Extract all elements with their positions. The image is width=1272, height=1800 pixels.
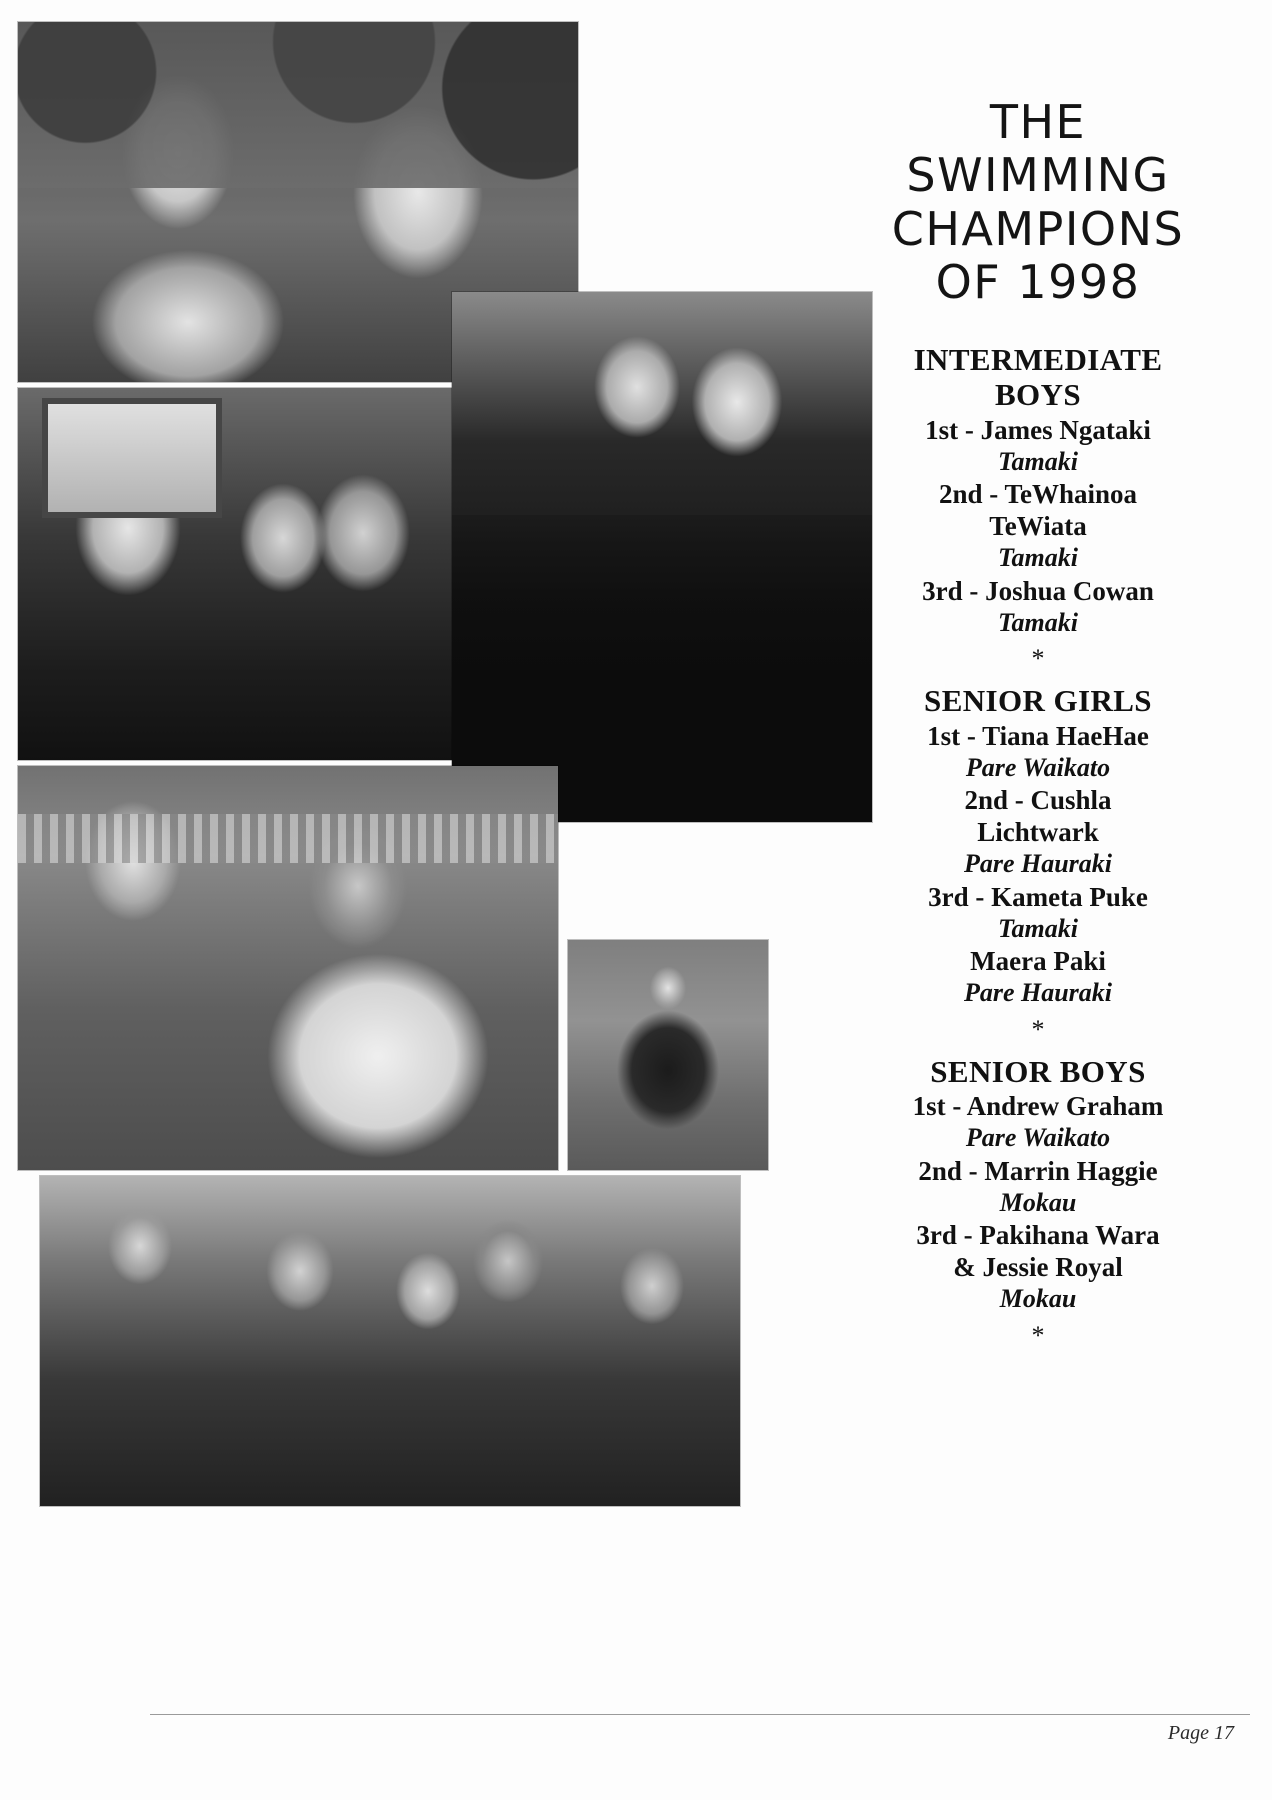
- result-place-cont: TeWiata: [989, 511, 1087, 542]
- result-house: Mokau: [999, 1187, 1077, 1217]
- result-place-cont: Lichtwark: [977, 817, 1099, 848]
- category-title-line-1: SENIOR BOYS: [930, 1053, 1146, 1089]
- photo-group-of-five-students-seated: [40, 1176, 740, 1506]
- photo-male-runner-on-track: [568, 940, 768, 1170]
- result-house: Tamaki: [998, 913, 1078, 943]
- result-house: Tamaki: [998, 543, 1078, 573]
- category-title: [838, 343, 1238, 412]
- category-senior-girls: [838, 684, 1238, 1047]
- page-title-line-4: OF 1998: [935, 255, 1141, 310]
- photo-image: [40, 1176, 740, 1506]
- result-place: 2nd - Cushla: [964, 785, 1112, 816]
- photo-fence-region: [18, 814, 558, 862]
- category-title: [838, 1055, 1238, 1090]
- result-place: 3rd - Kameta Puke: [928, 881, 1148, 912]
- category-title-line-1: SENIOR GIRLS: [924, 683, 1152, 719]
- page-title-line-1: THE: [989, 95, 1087, 149]
- result-place: 2nd - Marrin Haggie: [918, 1155, 1158, 1186]
- section-divider-star: *: [1031, 644, 1045, 674]
- category-intermediate-boys: [838, 343, 1238, 676]
- category-senior-boys: [838, 1055, 1238, 1353]
- result-place: Maera Paki: [970, 946, 1106, 977]
- result-house: Pare Waikato: [965, 1123, 1111, 1153]
- photo-two-girls-outdoors-jackets: [452, 292, 872, 822]
- photo-foliage-region: [18, 22, 578, 188]
- result-house: Mokau: [999, 1284, 1077, 1314]
- results-column: [838, 96, 1238, 1361]
- result-place: 2nd - TeWhainoa: [938, 479, 1138, 510]
- section-divider-star: *: [1031, 1014, 1045, 1044]
- result-place: 3rd - Pakihana Wara: [916, 1220, 1160, 1251]
- photo-window-region: [42, 398, 222, 518]
- page-number: Page 17: [1167, 1722, 1234, 1744]
- result-place: 3rd - Joshua Cowan: [922, 575, 1154, 606]
- result-house: Pare Hauraki: [963, 978, 1113, 1008]
- result-house: Tamaki: [998, 446, 1078, 476]
- photo-two-women-on-sports-field: [18, 766, 558, 1170]
- page-title-line-2: SWIMMING: [906, 148, 1170, 203]
- category-title-line-2: BOYS: [994, 377, 1082, 413]
- footer-divider: [150, 1714, 1250, 1715]
- result-place: 1st - Andrew Graham: [912, 1091, 1164, 1122]
- photo-image: [568, 940, 768, 1170]
- category-title-line-1: INTERMEDIATE: [913, 342, 1163, 378]
- page-title-line-3: CHAMPIONS: [891, 201, 1185, 256]
- page-title: [838, 96, 1238, 309]
- result-house: Pare Waikato: [965, 752, 1111, 782]
- result-place-cont: & Jessie Royal: [953, 1252, 1123, 1283]
- category-title: [838, 684, 1238, 719]
- result-house: Pare Hauraki: [963, 849, 1113, 879]
- result-place: 1st - Tiana HaeHae: [927, 720, 1149, 751]
- section-divider-star: *: [1031, 1320, 1045, 1350]
- result-house: Tamaki: [998, 607, 1078, 637]
- result-place: 1st - James Ngataki: [925, 414, 1151, 445]
